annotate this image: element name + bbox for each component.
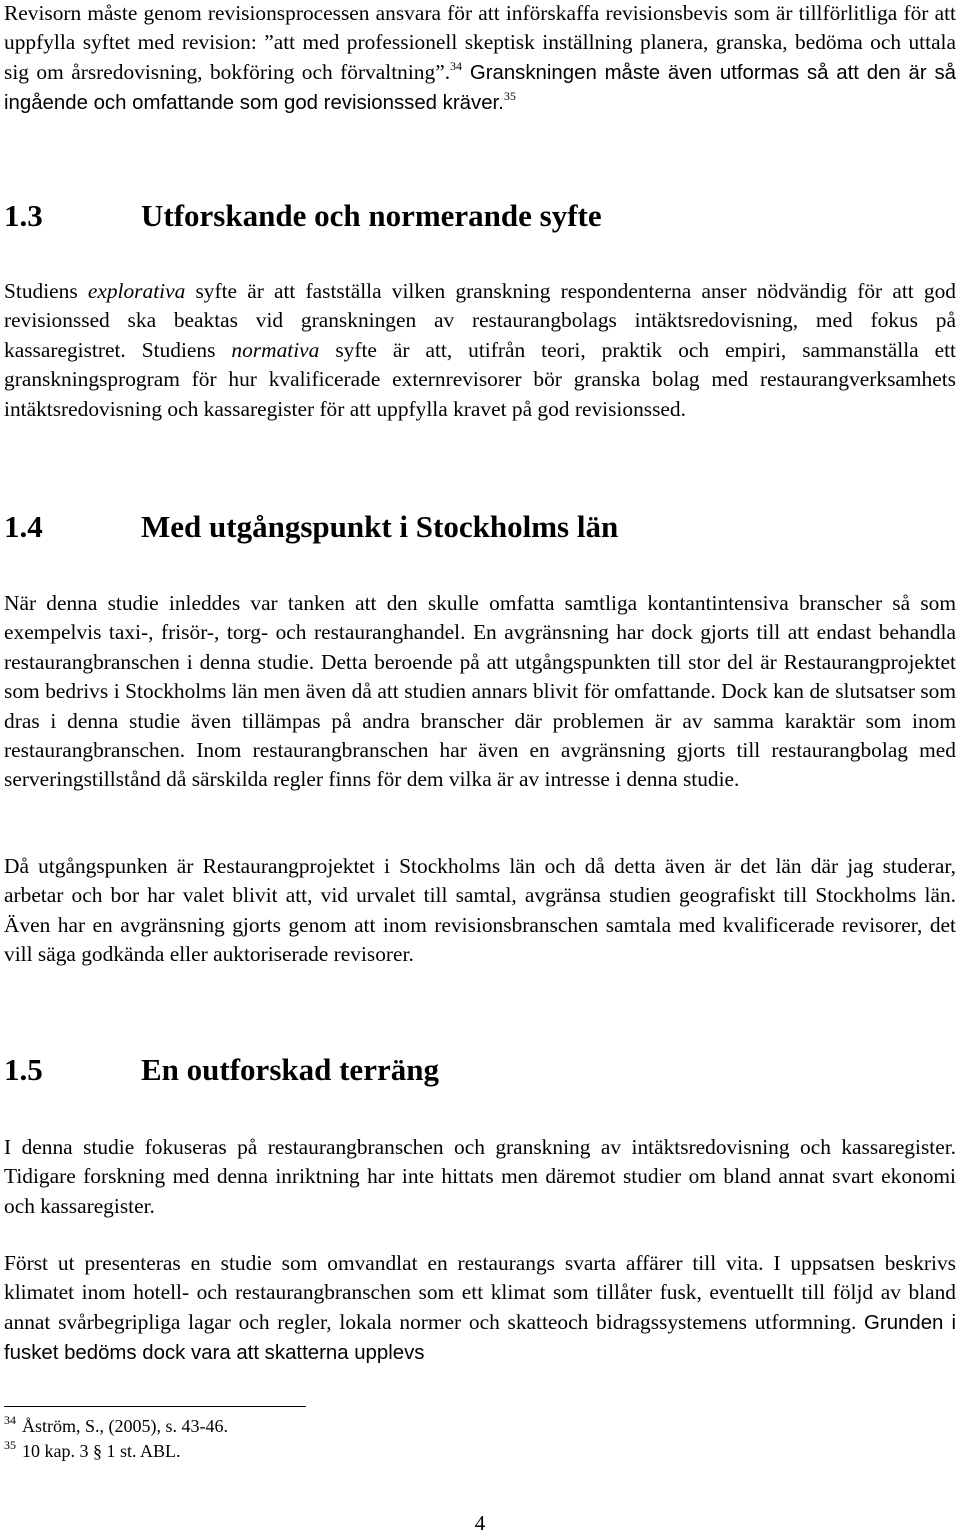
section-heading-1-3 <box>4 198 956 234</box>
delimitation-paragraph: Då utgångspunken är Restaurangprojektet i Stockholms län och då detta även är det län där jag studerar, arbetar och bor har valet blivit att, vid urvalet till samtal, avgränsa studien geografiskt till Stockholms län. Även har en avgränsning gjorts genom att inom revisionsbranschen samtala med kvalificerade revisorer, det vill säga godkända eller auktoriserade revisorer. <box>4 854 956 967</box>
footnotes <box>4 1414 956 1464</box>
section-title: Utforskande och normerande syfte <box>141 198 602 233</box>
footnote-divider <box>4 1406 306 1407</box>
footnote-ref-35: 35 <box>503 89 516 104</box>
section-title: En outforskad terräng <box>141 1052 439 1087</box>
section-number: 1.3 <box>4 198 43 233</box>
intro-sentence-sans: Granskningen måste även utformas så att den är så ingående och omfattande som god revisionssed kräver. <box>4 61 956 115</box>
footnote-number: 35 <box>4 1437 16 1452</box>
study-paragraph <box>4 1249 956 1369</box>
intro-paragraph <box>4 0 956 119</box>
section-heading-1-4 <box>4 509 956 545</box>
section-number: 1.5 <box>4 1052 43 1087</box>
intro-sentence: Revisorn måste genom revisionsprocessen ansvara för att införskaffa revisionsbevis som är tillförlitliga för att uppfylla syftet med revision: ”att med professionell skeptisk inställning planera, granska, bedöma och uttala sig om årsredovisning, bokföring och förvaltning”. <box>4 1 956 84</box>
emphasis-explorativa: explorativa <box>87 279 186 303</box>
text-segment: Först ut presenteras en studie som omvandlat en restaurangs svarta affärer till vita. I uppsatsen beskrivs klimatet inom hotell- och restaurangbranschen som ett klimat som tillåter fusk, eventuellt till följd av bland annat svårbegripliga lagar och regler, lokala normer och skatteoch bidragssystemens utformning. <box>4 1251 956 1334</box>
prior-research-paragraph: I denna studie fokuseras på restaurangbranschen och granskning av intäktsredovisning och kassaregister. Tidigare forskning med denna inriktning har inte hittats men däremot studier om bland annat svart ekonomi och kassaregister. <box>4 1135 956 1218</box>
text-segment: syfte är att, utifrån teori, praktik och empiri, sammanställa ett granskningsprogram för hur kvalificerade externrevisorer bör granska bolag med restaurangverksamhets intäktsredovisning och kassaregister för att uppfylla kravet på god revisionssed. <box>4 337 956 421</box>
section-title: Med utgångspunkt i Stockholms län <box>141 509 619 544</box>
footnote-text: 10 kap. 3 § 1 st. ABL. <box>22 1441 181 1461</box>
footnote-ref-34: 34 <box>450 58 463 73</box>
purpose-paragraph <box>4 277 956 424</box>
document-page <box>4 0 956 1537</box>
text-segment: Studiens <box>4 279 88 303</box>
scope-paragraph: När denna studie inleddes var tanken att den skulle omfatta samtliga kontantintensiva branscher så som exempelvis taxi-, frisör-, torg- och restauranghandel. En avgränsning har dock gjorts till att endast behandla restaurangbranschen i denna studie. Detta beroende på att utgångspunkten till stor del är Restaurangprojektet som bedrivs i Stockholms län men även då att studien annars blivit för omfattande. Dock kan de slutsatser som dras i denna studie även tillämpas på andra branscher där problemen är av samma karaktär som inom restaurangbranschen. Inom restaurangbranschen har även en avgränsning gjorts till restaurangbolag med serveringstillstånd då särskilda regler finns för dem vilka är av intresse i denna studie. <box>4 591 956 792</box>
text-segment-sans: Grunden i fusket bedöms dock vara att skatterna upplevs <box>4 1311 956 1365</box>
footnote-35 <box>4 1439 956 1464</box>
section-number: 1.4 <box>4 509 43 544</box>
section-heading-1-5 <box>4 1052 956 1088</box>
footnote-34 <box>4 1414 956 1439</box>
page-number: 4 <box>474 1511 486 1535</box>
footnote-text: Åström, S., (2005), s. 43-46. <box>22 1416 228 1436</box>
text-segment: syfte är att fastställa vilken granskning respondenterna anser nödvändig för att god revisionssed ska beaktas vid granskningen av restaurangbolags intäktsredovisning, med fokus på kassaregistret. Studiens <box>4 279 956 362</box>
footnote-number: 34 <box>4 1412 16 1427</box>
emphasis-normativa: normativa <box>231 337 320 362</box>
